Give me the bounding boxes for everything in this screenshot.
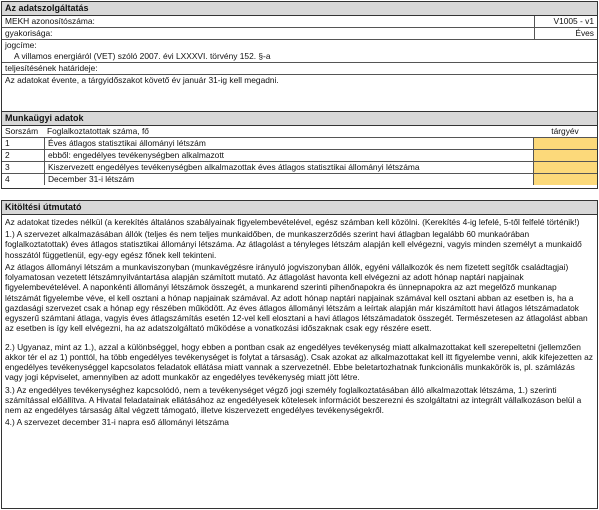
section-title: Az adatszolgáltatás (2, 2, 597, 16)
row-number: 4 (5, 173, 10, 184)
deadline-label-row (2, 63, 597, 75)
year-value-input[interactable] (533, 150, 597, 161)
col-number-header: Sorszám (5, 125, 39, 136)
year-value-input[interactable] (533, 138, 597, 149)
mekh-id-value: V1005 - v1 (534, 16, 597, 27)
instructions-body (2, 215, 597, 432)
data-provision-section (1, 1, 598, 122)
frequency-row (2, 28, 597, 40)
table-row (2, 138, 597, 150)
legal-basis-label-row (2, 40, 597, 51)
legal-basis-label: jogcíme: (5, 39, 37, 50)
row-label: ebből: engedélyes tevékenységben alkalmazott (44, 150, 533, 161)
col-year-header: tárgyév (551, 125, 579, 136)
instruction-paragraph: 2.) Ugyanaz, mint az 1.), azzal a különbséggel, hogy ebben a pontban csak az engedélyes tevékenység miatt alkalmazottakat kell szerepeltetni (jellemzően akkor tér el az 1) ponttól, ha több engedélyes tevékenységet is folytat a társaság). Csak azokat az alkalmazottakat kell itt figyelembe venni, akik kifejezetten az engedélyes tevékenységgel kapcsolatos feladatok ellátása miatt vannak a szervezetnél. Ebbe beletartozhatnak funkcionális munkakörök is, pl. számlázás vagy jogi képviselet, amennyiben az adott munkakör az engedélyes tevékenység miatt jött létre. (5, 341, 593, 383)
deadline-value-row (2, 75, 597, 86)
instruction-paragraph: Az adatokat tizedes nélkül (a kerekítés általános szabályainak figyelembevételével, egész számban kell közölni. (Kerekítés 4-ig lefelé, 5-től felfelé történik!) (5, 216, 580, 227)
row-number: 2 (5, 149, 10, 160)
row-number: 3 (5, 161, 10, 172)
mekh-id-label: MEKH azonosítószáma: (5, 15, 95, 26)
table-row (2, 150, 597, 162)
deadline-value: Az adatokat évente, a tárgyidőszakot követő év január 31-ig kell megadni. (5, 74, 279, 85)
table-row (2, 162, 597, 174)
labor-data-section (1, 111, 598, 189)
year-value-input[interactable] (533, 162, 597, 173)
row-number: 1 (5, 137, 10, 148)
instruction-paragraph: Az átlagos állományi létszám a munkaviszonyban (munkavégzésre irányuló jogviszonyban állók, egyéni vállalkozók és nem fizetett segítők családtagjai) folyamatosan vezetett létszámnyilvántartása alapján számított mutató. Az átlagolást havonta kell elvégezni az adott hónap naptári napjainak figyelembevételével. A naponkénti állományi létszámok összegét, a munkarend szerinti pihenőnapokra és ünnepnapokra az azt megelőző munkanap létszámát figyelembe véve, el kell osztani a hónap napjainak számával. Az adott hónap naptári napjainak számával kell osztani abban az esetben is, ha a gazdasági szervezet csak a hónap egy részében működött. Az éves átlagos állományi létszám a leírtak alapján már kiszámított havi átlagos létszámadatok egyszerű számtani átlaga, vagyis éves átlagszámítás esetén 12-vel kell elosztani a havi átlagos létszámadatok összegét. Természetesen az átlagolást abban az esetben is így kell elvégezni, ha az adatszolgáltató működése a vonatkozási időszaknak csak egy részére esett. (5, 261, 588, 334)
legal-basis-value-row (2, 51, 597, 63)
instruction-paragraph: 3.) Az engedélyes tevékenységhez kapcsolódó, nem a tevékenységet végző jogi személy foglalkoztatásában álló alkalmazottak létszáma, 1.) szerinti számítással előállítva. A Hivatal feladatainak ellátásához az engedélyesek kötelesek információt beszerezni és szolgáltatni az integrált vállalkozáson belül a nem az engedélyes társaság által végzett támogató, illetve kiszervezett engedélyes tevékenységekről. (5, 384, 582, 416)
year-value-input[interactable] (533, 174, 597, 185)
section-title: Kitöltési útmutató (2, 201, 597, 215)
col-name-header: Foglalkoztatottak száma, fő (47, 125, 149, 136)
mekh-id-row (2, 16, 597, 28)
table-header-row (2, 126, 597, 138)
instruction-paragraph: 1.) A szervezet alkalmazásában állók (teljes és nem teljes munkaidőben, de munkaszerződés szerint havi átlagban legalább 60 munkaórában foglalkoztatottak) éves átlagos statisztikai állományi létszáma. Az átlagolást a tényleges létszám alapján kell elvégezni, vagyis minden személyt a munkaidő hosszától függetlenül, egy-egy egész főnek kell tekinteni. (5, 229, 582, 260)
instruction-paragraph: 4.) A szervezet december 31-i napra eső állományi létszáma (5, 417, 229, 428)
table-row (2, 174, 597, 185)
legal-basis-value: A villamos energiáról (VET) szóló 2007. évi LXXXVI. törvény 152. §-a (14, 50, 271, 61)
row-label: Kiszervezett engedélyes tevékenységben alkalmazottak éves átlagos statisztikai állományi létszáma (44, 162, 533, 173)
frequency-value: Éves (534, 28, 597, 39)
section-title: Munkaügyi adatok (2, 112, 597, 126)
deadline-label: teljesítésének határideje: (5, 62, 98, 73)
row-label: December 31-i létszám (44, 174, 533, 185)
frequency-label: gyakorisága: (5, 27, 53, 38)
instructions-section (1, 200, 598, 509)
row-label: Éves átlagos statisztikai állományi létszám (44, 138, 533, 149)
